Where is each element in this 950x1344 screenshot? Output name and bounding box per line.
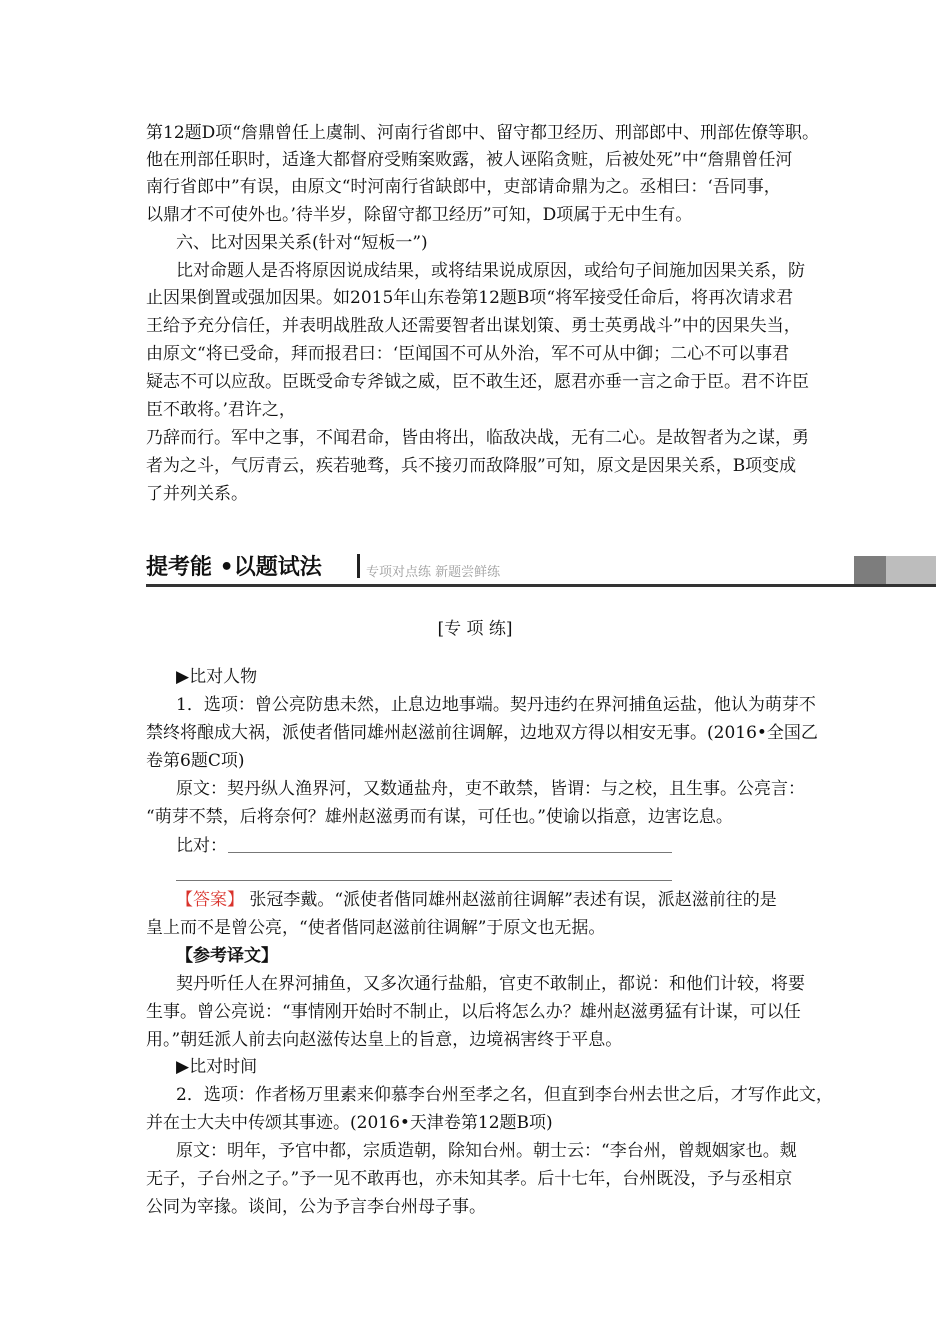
translation-line: 契丹听任人在界河捕鱼，又多次通行盐船，官吏不敢制止，都说：和他们计较，将要 (176, 974, 805, 994)
body-text-line: 以鼎才不可使外也。’待半岁，除留守都卫经历”可知，D项属于无中生有。 (146, 205, 693, 225)
body-text-line: 比对命题人是否将原因说成结果，或将结果说成原因，或给句子间施加因果关系，防 (176, 261, 805, 281)
original-text-line: 原文：明年，予官中都，宗质造朝，除知台州。朝士云：“李台州，曾觌姻家也。觌 (176, 1141, 797, 1161)
answer-text-line: 皇上而不是曾公亮，“使者偕同赵滋前往调解”于原文也无据。 (146, 918, 606, 938)
banner-subtitle: 专项对点练 新题尝鲜练 (366, 565, 501, 580)
question-line: 禁终将酿成大祸，派使者偕同雄州赵滋前往调解，边地双方得以相安无事。(2016•全国乙 (146, 723, 818, 743)
banner-decor-light (886, 556, 936, 584)
body-text-line: 者为之斗，气厉青云，疾若驰骛，兵不接刃而敌降服”可知，原文是因果关系，B项变成 (146, 456, 797, 476)
translation-line: 用。”朝廷派人前去向赵滋传达皇上的旨意，边境祸害终于平息。 (146, 1030, 623, 1050)
body-text-line: 第12题D项“詹鼎曾任上虞制、河南行省郎中、留守都卫经历、刑部郎中、刑部佐僚等职。 (146, 123, 819, 143)
answer-blank-line[interactable] (176, 880, 672, 881)
body-text-line: 疑志不可以应敌。臣既受命专斧钺之威，臣不敢生还，愿君亦垂一言之命于臣。君不许臣 (146, 372, 809, 392)
answer-label: 【答案】 (176, 890, 244, 910)
answer-blank-line[interactable] (228, 852, 672, 853)
question-line: 卷第6题C项) (146, 751, 245, 771)
original-text-line: 无子，子台州之子。”予一见不敢再也，亦未知其孝。后十七年，台州既没，予与丞相京 (146, 1169, 793, 1189)
banner-title: 提考能 •以题试法 (146, 555, 322, 580)
question-line: 1．选项：曾公亮防患未然，止息边地事端。契丹违约在界河捕鱼运盐，他认为萌芽不 (176, 695, 816, 715)
question-line: 并在士大夫中传颂其事迹。(2016•天津卷第12题B项) (146, 1113, 553, 1133)
section-heading: 六、比对因果关系(针对“短板一”) (176, 233, 428, 253)
practice-title: [专 项 练] (437, 619, 513, 639)
body-text-line: 南行省郎中”有误，由原文“时河南行省缺郎中，吏部请命鼎为之。丞相曰：‘吾同事， (146, 177, 781, 197)
translation-line: 生事。曾公亮说：“事情刚开始时不制止，以后将怎么办？雄州赵滋勇猛有计谋，可以任 (146, 1002, 801, 1022)
group-label: ▶比对时间 (176, 1057, 258, 1077)
original-text-line: “萌芽不禁，后将奈何？雄州赵滋勇而有谋，可任也。”使谕以指意，边害讫息。 (146, 807, 733, 827)
answer-text: 张冠李戴。“派使者偕同雄州赵滋前往调解”表述有误，派赵滋前往的是 (244, 890, 777, 910)
original-text-line: 公同为宰掾。谈间，公为予言李台州母子事。 (146, 1197, 486, 1217)
banner-decor-dark (854, 556, 886, 584)
answer-line (176, 888, 777, 912)
body-text-line: 王给予充分信任，并表明战胜敌人还需要智者出谋划策、勇士英勇战斗”中的因果失当， (146, 316, 801, 336)
translation-label: 【参考译文】 (176, 946, 278, 966)
body-text-line: 由原文“将已受命，拜而报君曰：‘臣闻国不可从外治，军不可从中御；二心不可以事君 (146, 344, 790, 364)
body-text-line: 了并列关系。 (146, 484, 248, 504)
banner-divider (357, 554, 360, 578)
banner-rule (146, 584, 936, 587)
original-text-line: 原文：契丹纵人渔界河，又数通盐舟，吏不敢禁，皆谓：与之校，且生事。公亮言： (176, 779, 805, 799)
body-text-line: 他在刑部任职时，适逢大都督府受贿案败露，被人诬陷贪赃，后被处死”中“詹鼎曾任河 (146, 150, 793, 170)
body-text-line: 乃辞而行。军中之事，不闻君命，皆由将出，临敌决战，无有二心。是故智者为之谋，勇 (146, 428, 809, 448)
body-text-line: 止因果倒置或强加因果。如2015年山东卷第12题B项“将军接受任命后，将再次请求君 (146, 288, 794, 308)
compare-label: 比对： (176, 836, 227, 856)
body-text-line: 臣不敢将。’君许之， (146, 400, 296, 420)
question-line: 2．选项：作者杨万里素来仰慕李台州至孝之名，但直到李台州去世之后，才写作此文， (176, 1085, 833, 1105)
section-banner (146, 548, 936, 588)
group-label: ▶比对人物 (176, 667, 258, 687)
